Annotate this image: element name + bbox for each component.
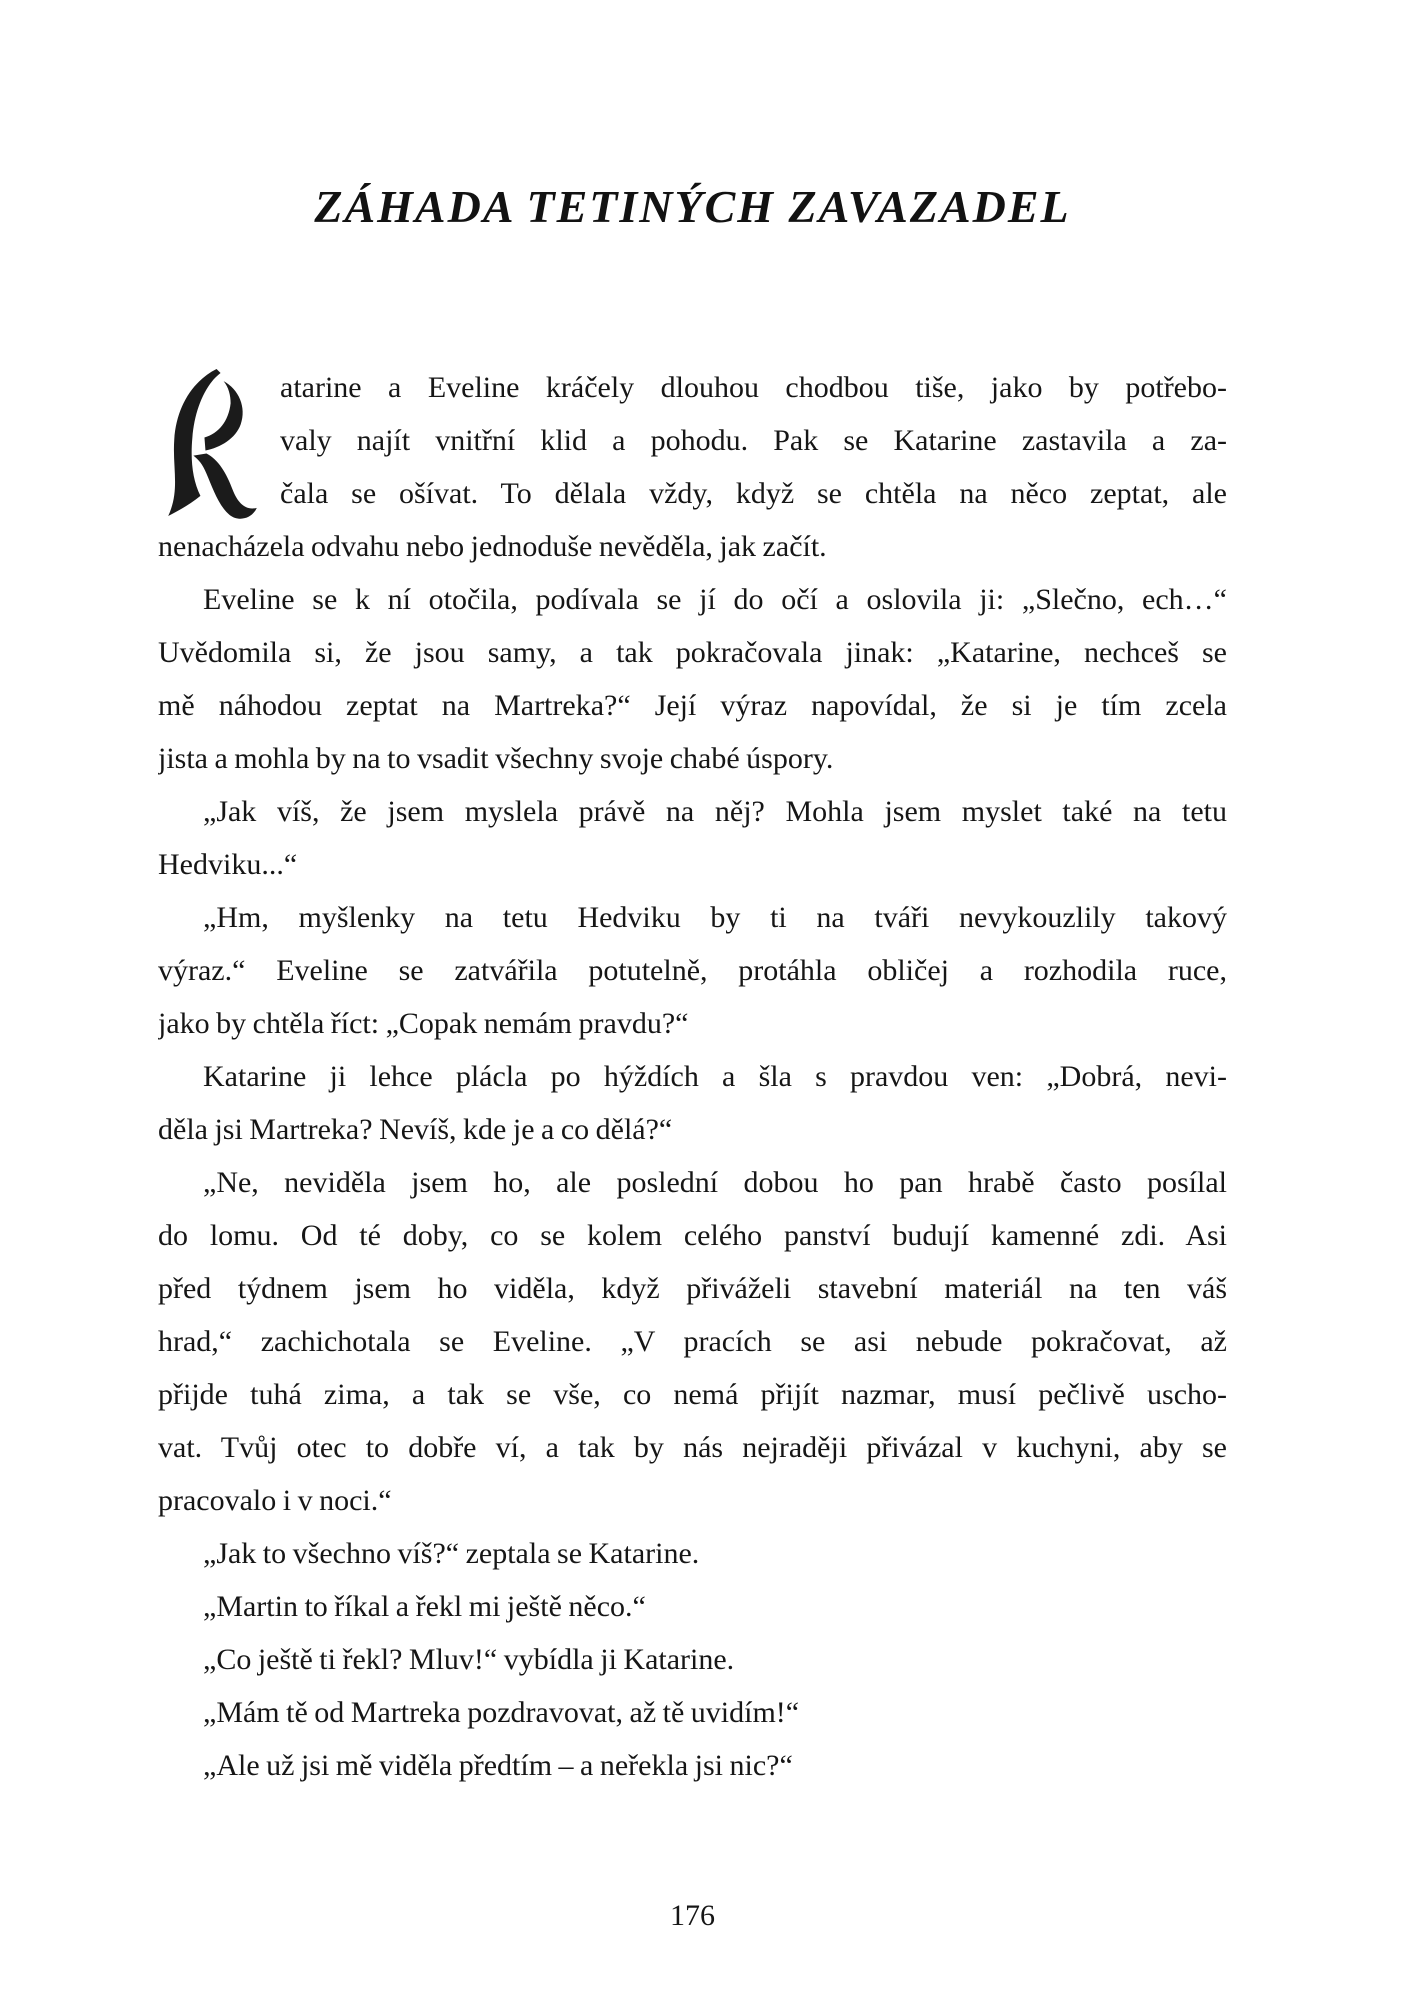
text-line: Katarine ji lehce plácla po hýždích a šla s pravdou ven: „Dobrá, nevi- bbox=[203, 1060, 1227, 1093]
text-line: valy najít vnitřní klid a pohodu. Pak se Katarine zastavila a za- bbox=[280, 424, 1227, 457]
paragraph bbox=[158, 1156, 1227, 1527]
text-line: „Jak to všechno víš?“ zeptala se Katarine. bbox=[203, 1537, 700, 1570]
text-line: Eveline se k ní otočila, podívala se jí do očí a oslovila ji: „Slečno, ech…“ bbox=[203, 583, 1227, 616]
text-line: nenacházela odvahu nebo jednoduše nevěděla, jak začít. bbox=[158, 530, 827, 563]
text-line: „Mám tě od Martreka pozdravovat, až tě uvidím!“ bbox=[203, 1696, 800, 1729]
text-line: „Co ještě ti řekl? Mluv!“ vybídla ji Katarine. bbox=[203, 1643, 735, 1676]
body-text bbox=[158, 361, 1227, 1792]
paragraph bbox=[158, 1580, 1227, 1633]
text-line: čala se ošívat. To dělala vždy, když se chtěla na něco zeptat, ale bbox=[280, 477, 1227, 510]
text-line: „Ne, neviděla jsem ho, ale poslední dobou ho pan hrabě často posílal bbox=[203, 1166, 1227, 1199]
text-line: přijde tuhá zima, a tak se vše, co nemá přijít nazmar, musí pečlivě uscho- bbox=[158, 1378, 1227, 1411]
chapter-title: ZÁHADA TETINÝCH ZAVAZADEL bbox=[314, 181, 1071, 232]
paragraph bbox=[158, 891, 1227, 1050]
paragraph bbox=[158, 1050, 1227, 1156]
text-line: hrad,“ zachichotala se Eveline. „V pracích se asi nebude pokračovat, až bbox=[158, 1325, 1227, 1358]
text-line: děla jsi Martreka? Nevíš, kde je a co dělá?“ bbox=[158, 1113, 673, 1146]
paragraph bbox=[158, 1527, 1227, 1580]
text-line: jista a mohla by na to vsadit všechny svoje chabé úspory. bbox=[158, 742, 834, 775]
text-line: vat. Tvůj otec to dobře ví, a tak by nás nejraději přivázal v kuchyni, aby se bbox=[158, 1431, 1227, 1464]
text-line: „Jak víš, že jsem myslela právě na něj? Mohla jsem myslet také na tetu bbox=[203, 795, 1227, 828]
paragraph bbox=[158, 1633, 1227, 1686]
text-line: Hedviku...“ bbox=[158, 848, 298, 881]
text-line: jako by chtěla říct: „Copak nemám pravdu?“ bbox=[158, 1007, 689, 1040]
text-line: „Ale už jsi mě viděla předtím – a neřekla jsi nic?“ bbox=[203, 1749, 793, 1782]
text-line: pracovalo i v noci.“ bbox=[158, 1484, 392, 1517]
paragraph bbox=[158, 1686, 1227, 1739]
text-line: do lomu. Od té doby, co se kolem celého panství budují kamenné zdi. Asi bbox=[158, 1219, 1227, 1252]
text-line: „Martin to říkal a řekl mi ještě něco.“ bbox=[203, 1590, 646, 1623]
paragraph bbox=[158, 1739, 1227, 1792]
text-line: „Hm, myšlenky na tetu Hedviku by ti na tváři nevykouzlily takový bbox=[203, 901, 1227, 934]
page-number: 176 bbox=[670, 1899, 715, 1932]
paragraph bbox=[158, 361, 1227, 573]
text-line: výraz.“ Eveline se zatvářila potutelně, protáhla obličej a rozhodila ruce, bbox=[158, 954, 1227, 987]
text-line: atarine a Eveline kráčely dlouhou chodbou tiše, jako by potřebo- bbox=[280, 371, 1227, 404]
text-line: mě náhodou zeptat na Martreka?“ Její výraz napovídal, že si je tím zcela bbox=[158, 689, 1227, 722]
text-line: Uvědomila si, že jsou samy, a tak pokračovala jinak: „Katarine, nechceš se bbox=[158, 636, 1227, 669]
paragraph bbox=[158, 573, 1227, 785]
text-line: před týdnem jsem ho viděla, když přiváželi stavební materiál na ten váš bbox=[158, 1272, 1227, 1305]
paragraph bbox=[158, 785, 1227, 891]
